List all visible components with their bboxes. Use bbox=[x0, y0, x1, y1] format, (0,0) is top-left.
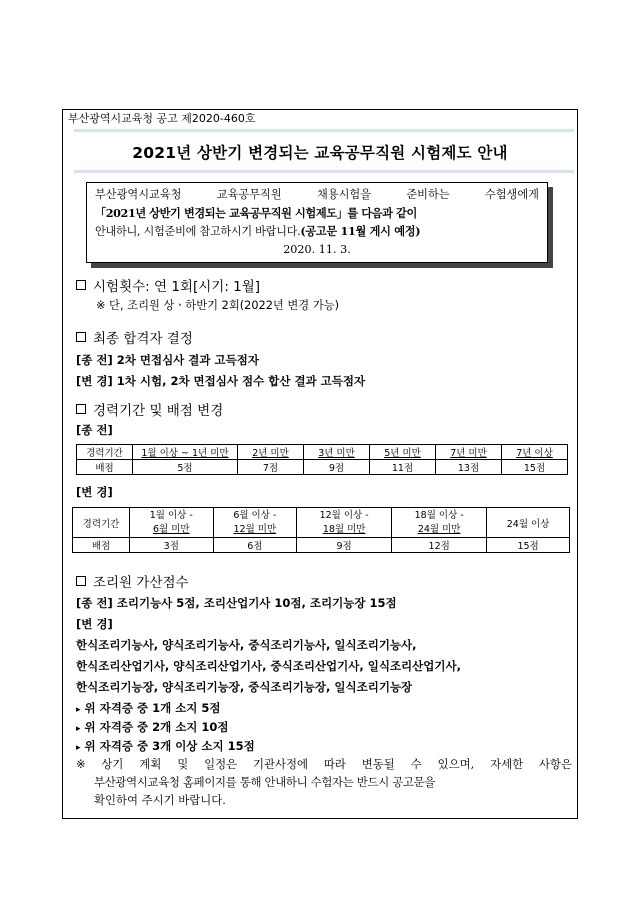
intro-line-1 bbox=[95, 186, 539, 204]
intro-word: 채용시험을 bbox=[316, 188, 372, 201]
title-rule-top bbox=[74, 129, 574, 132]
career-before-table bbox=[76, 444, 568, 475]
footnote-word: 기관사정에 bbox=[252, 757, 309, 771]
table-row bbox=[77, 445, 568, 460]
table-cell bbox=[297, 508, 392, 538]
footnote-word: 있으며, bbox=[437, 757, 475, 771]
table-cell: 12점 bbox=[392, 538, 487, 553]
triangle-bullet-icon: ▸ bbox=[76, 705, 81, 715]
footnote-word: 수 bbox=[410, 757, 422, 771]
footnote-word: 사항은 bbox=[538, 757, 572, 771]
section-heading-text: 조리원 가산점수 bbox=[93, 575, 189, 591]
cell-line: 12월 이상 - bbox=[319, 509, 369, 521]
table-cell: 11점 bbox=[370, 460, 436, 475]
cell-line: 1월 이상 - bbox=[149, 509, 193, 521]
table-row bbox=[77, 460, 568, 475]
final-pass-after: [변 경] 1차 시험, 2차 면접심사 점수 합산 결과 고득점자 bbox=[76, 374, 366, 388]
section-career-heading bbox=[76, 399, 223, 419]
cook-bullet-text: 위 자격증 중 3개 이상 소지 15점 bbox=[84, 739, 255, 753]
page-title: 2021년 상반기 변경되는 교육공무직원 시험제도 안내 bbox=[132, 144, 508, 162]
cell-line: 6월 이상 - bbox=[233, 509, 277, 521]
footnote bbox=[76, 755, 572, 809]
square-bullet-icon bbox=[76, 576, 86, 586]
cook-bullet-text: 위 자격증 중 2개 소지 10점 bbox=[84, 720, 229, 734]
section-heading-text: 경력기간 및 배점 변경 bbox=[93, 403, 224, 419]
footnote-word: ※ bbox=[76, 757, 86, 771]
triangle-bullet-icon: ▸ bbox=[76, 724, 81, 734]
table-row bbox=[73, 508, 570, 538]
exam-count-note: ※ 단, 조리원 상ㆍ하반기 2회(2022년 변경 가능) bbox=[96, 299, 340, 312]
table-cell: 9점 bbox=[297, 538, 392, 553]
footnote-word: 따라 bbox=[323, 757, 346, 771]
intro-line-3a: 안내하니, 시험준비에 참고하시기 바랍니다. bbox=[95, 225, 301, 238]
table-cell: 7년 이상 bbox=[502, 445, 568, 460]
cook-bullet bbox=[76, 738, 255, 754]
square-bullet-icon bbox=[76, 280, 86, 290]
footnote-line-1 bbox=[76, 755, 572, 773]
intro-date: 2020. 11. 3. bbox=[283, 243, 351, 256]
square-bullet-icon bbox=[76, 332, 86, 342]
footnote-word: 계획 bbox=[139, 757, 162, 771]
table-cell: 3년 미만 bbox=[304, 445, 370, 460]
table-cell: 9점 bbox=[304, 460, 370, 475]
footnote-word: 변동될 bbox=[361, 757, 395, 771]
cook-cert-line: 한식조리기능사, 양식조리기능사, 중식조리기능사, 일식조리기능사, bbox=[76, 638, 417, 652]
section-heading-text: 시험횟수: 연 1회[시기: 1월] bbox=[93, 279, 261, 295]
table-cell: 배점 bbox=[73, 538, 130, 553]
section-cook-heading bbox=[76, 571, 189, 591]
intro-word: 준비하는 bbox=[406, 188, 450, 201]
table-cell: 1월 이상 ~ 1년 미만 bbox=[133, 445, 238, 460]
intro-box bbox=[86, 182, 548, 263]
footnote-word: 일정은 bbox=[204, 757, 238, 771]
intro-word: 수험생에게 bbox=[484, 188, 539, 201]
section-final-pass-heading bbox=[76, 327, 193, 347]
table-cell: 7점 bbox=[238, 460, 304, 475]
career-before-label: [종 전] bbox=[76, 423, 113, 437]
cell-line: 6월 미만 bbox=[152, 523, 190, 535]
table-cell: 배점 bbox=[77, 460, 133, 475]
table-row bbox=[73, 538, 570, 553]
table-cell: 7년 미만 bbox=[436, 445, 502, 460]
table-cell: 3점 bbox=[130, 538, 214, 553]
table-cell bbox=[130, 508, 214, 538]
cook-bullet bbox=[76, 719, 229, 735]
footnote-word: 및 bbox=[177, 757, 189, 771]
intro-line-2: 「2021년 상반기 변경되는 교육공무직원 시험제도」를 다음과 같이 bbox=[95, 206, 417, 220]
table-cell bbox=[213, 508, 297, 538]
footnote-line-2: 부산광역시교육청 홈페이지를 통해 안내하니 수험자는 반드시 공고문을 bbox=[94, 775, 436, 789]
cell-line: 18월 이상 - bbox=[414, 509, 464, 521]
footnote-word: 상기 bbox=[101, 757, 124, 771]
square-bullet-icon bbox=[76, 404, 86, 414]
table-cell: 24월 이상 bbox=[487, 508, 570, 538]
table-cell: 13점 bbox=[436, 460, 502, 475]
table-cell: 2년 미만 bbox=[238, 445, 304, 460]
table-cell: 경력기간 bbox=[77, 445, 133, 460]
table-cell: 5년 미만 bbox=[370, 445, 436, 460]
table-cell bbox=[392, 508, 487, 538]
intro-line-3 bbox=[95, 222, 539, 241]
cook-bullet bbox=[76, 700, 221, 716]
footnote-word: 자세한 bbox=[490, 757, 524, 771]
cell-line: 18월 미만 bbox=[322, 523, 366, 535]
career-after-table bbox=[72, 507, 570, 553]
section-heading-text: 최종 합격자 결정 bbox=[93, 331, 193, 347]
cook-bullet-text: 위 자격증 중 1개 소지 5점 bbox=[84, 701, 221, 715]
title-rule-bottom bbox=[74, 170, 574, 173]
table-cell: 15점 bbox=[502, 460, 568, 475]
intro-word: 부산광역시교육청 bbox=[95, 188, 182, 201]
triangle-bullet-icon: ▸ bbox=[76, 743, 81, 753]
cook-cert-line: 한식조리기능장, 양식조리기능장, 중식조리기능장, 일식조리기능장 bbox=[76, 680, 413, 694]
career-after-label: [변 경] bbox=[76, 485, 113, 499]
cook-before: [종 전] 조리기능사 5점, 조리산업기사 10점, 조리기능장 15점 bbox=[76, 596, 397, 610]
notice-number: 부산광역시교육청 공고 제2020-460호 bbox=[68, 112, 256, 125]
table-cell: 경력기간 bbox=[73, 508, 130, 538]
section-exam-count-heading bbox=[76, 275, 260, 295]
table-cell: 6점 bbox=[213, 538, 297, 553]
intro-word: 교육공무직원 bbox=[216, 188, 282, 201]
final-pass-before: [종 전] 2차 면접심사 결과 고득점자 bbox=[76, 353, 259, 367]
table-cell: 5점 bbox=[133, 460, 238, 475]
intro-line-3b: (공고문 11월 게시 예정) bbox=[300, 224, 421, 238]
cell-line: 24월 미만 bbox=[417, 523, 461, 535]
table-cell: 15점 bbox=[487, 538, 570, 553]
cook-cert-line: 한식조리산업기사, 양식조리산업기사, 중식조리산업기사, 일식조리산업기사, bbox=[76, 659, 461, 673]
footnote-line-3: 확인하여 주시기 바랍니다. bbox=[94, 793, 226, 807]
cook-after-label: [변 경] bbox=[76, 617, 113, 631]
cell-line: 12월 미만 bbox=[233, 523, 277, 535]
